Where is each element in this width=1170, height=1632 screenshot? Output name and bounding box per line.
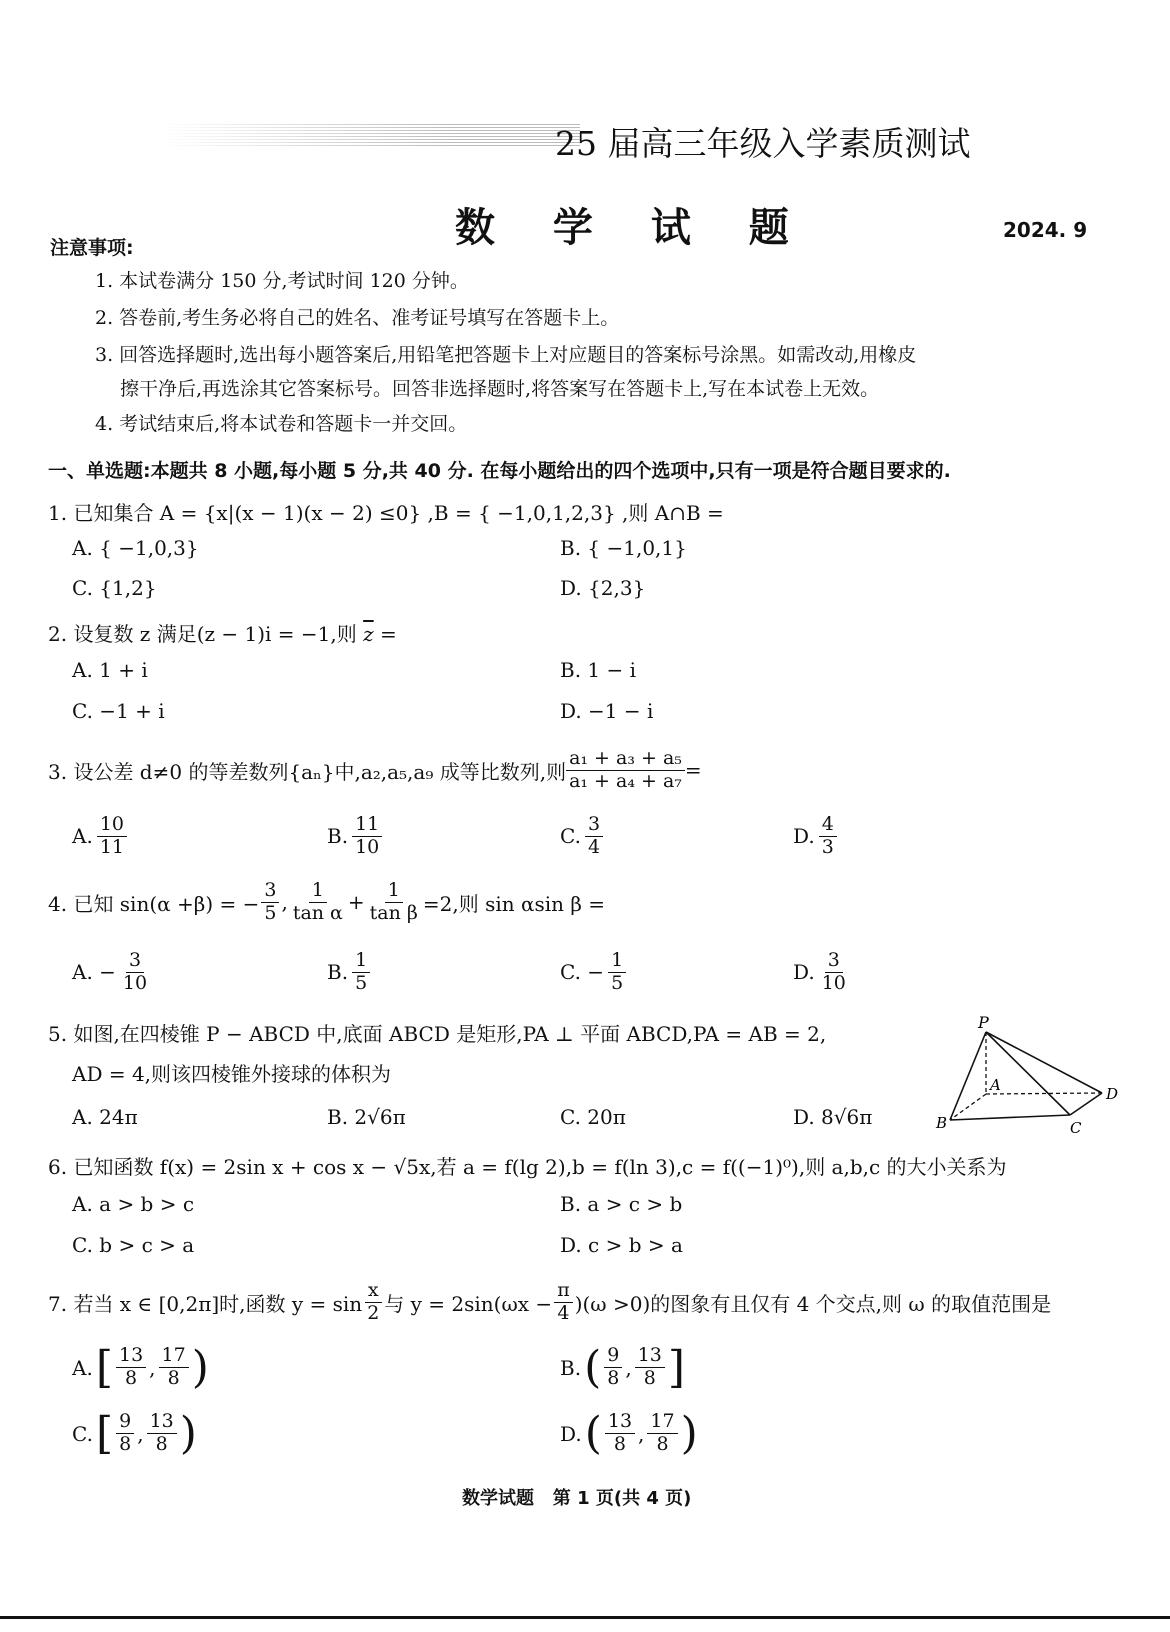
q4-frac-3 [367,880,421,925]
q7-d-frac2 [647,1411,677,1456]
q7-c-n2: 13 [147,1411,177,1434]
q2-option-a: A. 1 + i [72,658,148,682]
q4-b-num: 1 [352,950,370,973]
q4-a-frac [120,950,150,995]
question-6-stem: 6. 已知函数 f(x) = 2sin x + cos x − √5x,若 a = f(lg 2),b = f(ln 3),c = f((−1)⁰),则 a,b,c 的大小关系为 [48,1155,1007,1179]
q4-a-num: 3 [126,950,144,973]
q3-b-num: 11 [352,814,382,837]
q3-frac-num: a₁ + a₃ + a₅ [566,748,685,771]
q3-stem-text: 3. 设公差 d≠0 的等差数列{aₙ}中,a₂,a₅,a₉ 成等比数列,则 [48,759,567,784]
q1-option-c: C. {1,2} [72,576,157,600]
q7-d-n1: 13 [605,1411,635,1434]
q4-c-frac [608,950,626,995]
q2-stem-post: = [373,622,397,646]
edge-pd [986,1032,1102,1093]
q4-option-d [793,950,849,995]
q7-stem-post: )(ω >0)的图象有且仅有 4 个交点,则 ω 的取值范围是 [574,1291,1052,1316]
q3-option-c [560,814,603,859]
q7-d-d2: 8 [656,1433,669,1455]
q7-c-comma: , [137,1421,144,1446]
question-2-stem [48,618,397,647]
q4-option-b [327,950,370,995]
q7-d-comma: , [638,1421,645,1446]
q3-fraction [566,748,685,793]
q7-c-n1: 9 [116,1411,134,1434]
q4-f1-num: 3 [261,880,279,903]
q7-c-d1: 8 [119,1433,132,1455]
q7-a-comma: , [149,1355,156,1380]
notice-heading: 注意事项: [50,237,134,259]
q7-a-d2: 8 [167,1367,180,1389]
label-p: P [978,1013,989,1032]
q2-conjugate-z: $\overline{z}$ [363,622,374,646]
q4-d-num: 3 [825,950,843,973]
q3-c-num: 3 [585,814,603,837]
q1-option-b: B. { −1,0,1} [560,536,687,560]
q2-option-d: D. −1 − i [560,699,654,723]
q4-frac-2 [290,880,346,925]
q7-b-n2: 13 [635,1345,665,1368]
q7-option-d [560,1408,698,1459]
q7-d-frac1 [605,1411,635,1456]
q3-c-den: 4 [587,835,601,858]
q7-b-comma: , [625,1355,632,1380]
q7-b-label: B. [560,1355,582,1380]
q5-option-d: D. 8√6π [793,1105,873,1129]
label-a: A [990,1076,1001,1094]
edge-pc [986,1032,1070,1115]
q4-f3-den: tan β [369,901,418,924]
label-c: C [1070,1119,1082,1137]
q7-d-label: D. [560,1421,582,1446]
q7-b-d2: 8 [643,1367,656,1389]
q3-c-label: C. [560,824,581,849]
q7-a-frac2 [159,1345,189,1390]
notice-item: 2. 答卷前,考生务必将自己的姓名、准考证号填写在答题卡上。 [95,307,620,329]
q4-d-frac [819,950,849,995]
question-5-stem-line2: AD = 4,则该四棱锥外接球的体积为 [72,1062,392,1086]
q2-option-c: C. −1 + i [72,699,165,723]
q7-f1-num: x [365,1280,382,1303]
q4-a-den: 10 [122,971,148,994]
q3-d-frac [819,814,837,859]
q7-d-open: ( [584,1408,602,1459]
q3-a-frac [97,814,127,859]
q2-option-b: B. 1 − i [560,658,637,682]
page-footer: 数学试题 第 1 页(共 4 页) [462,1488,692,1509]
q7-a-open: [ [95,1342,113,1393]
q7-a-label: A. [72,1355,93,1380]
q7-c-open: [ [95,1408,114,1459]
q4-c-label: C. − [560,960,605,985]
header-decoration [160,124,580,148]
q3-a-num: 10 [97,814,127,837]
q3-d-num: 4 [819,814,837,837]
exam-name: 25 届高三年级入学素质测试 [555,124,971,163]
q3-d-den: 3 [821,835,834,858]
exam-date: 2024. 9 [1003,218,1088,242]
q3-c-frac [585,814,603,859]
q7-b-frac2 [635,1345,665,1390]
q4-b-frac [352,950,370,995]
q1-option-a: A. { −1,0,3} [72,536,199,560]
q4-c-num: 1 [608,950,626,973]
notice-item: 4. 考试结束后,将本试卷和答题卡一并交回。 [95,413,468,435]
q3-a-label: A. [72,824,93,849]
q7-a-n2: 17 [159,1345,189,1368]
q7-c-d2: 8 [155,1433,168,1455]
question-7-stem [48,1280,1051,1325]
q1-option-d: D. {2,3} [560,576,646,600]
q4-b-den: 5 [355,971,368,994]
q7-stem-mid: 与 y = 2sin(ωx − [384,1291,553,1316]
q3-d-label: D. [793,824,815,849]
q7-c-close: ) [179,1408,197,1459]
q4-sep: , [281,890,288,915]
label-d: D [1106,1085,1119,1103]
q4-stem-pre: 4. 已知 sin(α +β) = − [48,891,260,916]
q4-option-c [560,950,626,995]
q6-option-d: D. c > b > a [560,1233,683,1257]
q7-d-n2: 17 [647,1411,677,1434]
notice-item: 擦干净后,再选涂其它答案标号。回答非选择题时,将答案写在答题卡上,写在本试卷上无效。 [120,378,880,400]
q3-a-den: 11 [99,835,124,858]
q7-f2-num: π [554,1280,573,1303]
q3-frac-den: a₁ + a₄ + a₇ [569,769,682,792]
q7-d-d1: 8 [613,1433,626,1455]
q7-b-frac1 [604,1345,622,1390]
q5-option-b: B. 2√6π [327,1105,406,1129]
q7-f2-den: 4 [557,1301,570,1324]
q6-option-a: A. a > b > c [72,1192,195,1216]
question-3-stem [48,748,702,793]
q6-option-c: C. b > c > a [72,1233,195,1257]
q3-b-den: 10 [355,835,380,858]
question-4-stem [48,880,605,925]
q7-frac-1 [364,1280,382,1325]
q4-f1-den: 5 [264,901,277,924]
q7-c-frac2 [147,1411,177,1456]
q3-option-b [327,814,382,859]
q7-option-b [560,1342,685,1393]
q7-d-close: ) [680,1408,698,1459]
q7-b-d1: 8 [607,1367,620,1389]
section-heading: 一、单选题:本题共 8 小题,每小题 5 分,共 40 分. 在每小题给出的四个选项中,只有一项是符合题目要求的. [48,460,951,482]
q3-b-label: B. [327,824,349,849]
q7-f1-den: 2 [367,1301,380,1324]
q4-frac-1 [261,880,279,925]
q7-c-label: C. [72,1421,93,1446]
q3-stem-end: = [684,758,702,783]
q7-stem-pre: 7. 若当 x ∈ [0,2π]时,函数 y = sin [48,1291,363,1316]
q7-option-a [72,1342,209,1393]
question-5-stem-line1: 5. 如图,在四棱锥 P − ABCD 中,底面 ABCD 是矩形,PA ⊥ 平面 ABCD,PA = AB = 2, [48,1022,827,1046]
q4-f3-num: 1 [385,880,403,903]
q4-plus: + [347,890,365,915]
q4-f2-den: tan α [292,901,343,924]
notice-item: 1. 本试卷满分 150 分,考试时间 120 分钟。 [95,270,469,292]
q5-option-a: A. 24π [72,1105,138,1129]
q4-f2-num: 1 [309,880,327,903]
edge-cd [1070,1093,1102,1115]
q4-b-label: B. [327,960,349,985]
q3-b-frac [352,814,382,859]
q4-d-label: D. [793,960,815,985]
q7-a-close: ) [191,1342,209,1393]
pyramid-figure [930,1010,1130,1140]
q3-option-a [72,814,127,859]
q7-a-frac1 [116,1345,146,1390]
q4-option-a [72,950,150,995]
q7-c-frac1 [116,1411,134,1456]
q6-option-b: B. a > c > b [560,1192,683,1216]
q2-stem-pre: 2. 设复数 z 满足(z − 1)i = −1,则 [48,622,364,646]
q4-d-den: 10 [821,971,846,994]
q7-b-open: ( [584,1342,602,1393]
q7-option-c [72,1408,197,1459]
q3-option-d [793,814,837,859]
question-1-stem: 1. 已知集合 A = {x|(x − 1)(x − 2) ≤0} ,B = { −1,0,1,2,3} ,则 A∩B = [48,501,724,525]
edge-ad [986,1093,1102,1094]
q4-c-den: 5 [611,971,624,994]
bottom-border [0,1616,1170,1619]
page-title: 数 学 试 题 [455,205,811,251]
q5-option-c: C. 20π [560,1105,626,1129]
q7-a-d1: 8 [125,1367,138,1389]
q7-frac-2 [554,1280,573,1325]
q7-a-n1: 13 [116,1345,146,1368]
q7-b-close: ] [667,1342,686,1393]
label-b: B [936,1114,948,1132]
edge-bc [950,1115,1070,1120]
q4-stem-post: =2,则 sin αsin β = [422,891,606,916]
q7-b-n1: 9 [604,1345,622,1368]
q4-a-label: A. − [72,960,116,985]
notice-item: 3. 回答选择题时,选出每小题答案后,用铅笔把答题卡上对应题目的答案标号涂黑。如需改动,用橡皮 [95,344,917,366]
